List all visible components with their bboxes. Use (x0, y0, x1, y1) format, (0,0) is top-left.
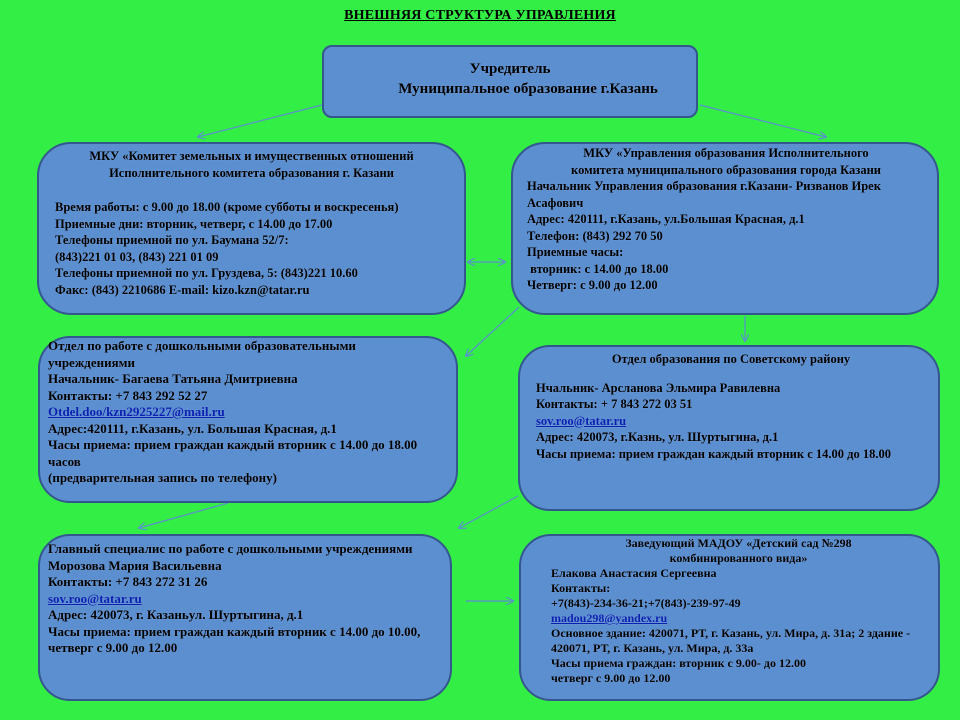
founder-name: Муниципальное образование г.Казань (398, 81, 658, 97)
chief-specialist-heading: Главный специалис по работе с дошкольными учреждениями (48, 541, 413, 556)
kindergarten-address: Основное здание: 420071, РТ, г. Казань, ул. Мира, д. 31а; 2 здание - 420071, РТ, г. Казань, ул. Мира, д. 33а (551, 626, 911, 655)
sovetsky-division-heading: Отдел образования по Советскому району (611, 352, 851, 366)
education-department-tuesday: вторник: с 14.00 до 18.00 (527, 261, 669, 276)
land-committee-hours: Время работы: с 9.00 до 18.00 (кроме субботы и воскресенья) (55, 200, 399, 214)
chief-specialist-name: Морозова Мария Васильевна (48, 557, 222, 573)
education-department-address: Адрес: 420111, г.Казань, ул.Большая Красная, д.1 (527, 212, 805, 226)
arrow-founder-to-land (198, 105, 322, 137)
sovetsky-division-hours: Часы приема: прием граждан каждый вторник с 14.00 до 18.00 (536, 446, 891, 461)
arrow-sovetsky-to-chief (459, 496, 518, 528)
kindergarten-hours-2: четверг с 9.00 до 12.00 (551, 671, 671, 685)
chief-specialist-hours: Часы приема: прием граждан каждый вторник с 14.00 до 10.00, (48, 623, 421, 639)
chief-specialist-hours-2: четверг с 9.00 до 12.00 (48, 640, 178, 655)
chief-specialist-email-link[interactable]: sov.roo@tatar.ru (48, 590, 142, 606)
founder-box (322, 45, 698, 118)
chief-specialist-box (38, 534, 452, 701)
arrow-founder-to-education (700, 105, 826, 137)
education-department-phone: Телефон: (843) 292 70 50 (527, 228, 663, 243)
kindergarten-head-name: Елакова Анастасия Сергеевна (551, 566, 717, 580)
preschool-division-heading: Отдел по работе с дошкольными образовательными учреждениями (48, 338, 356, 370)
land-committee-phones: (843)221 01 03, (843) 221 01 09 (55, 249, 219, 264)
arrow-preschool-to-chief (139, 503, 228, 528)
kindergarten-box (519, 534, 940, 701)
preschool-division-address: Адрес:420111, г.Казань, ул. Большая Красная, д.1 (48, 420, 337, 436)
preschool-division-note: (предварительная запись по телефону) (48, 470, 277, 485)
arrow-education-to-preschool (466, 307, 519, 356)
land-committee-reception-days: Приемные дни: вторник, четверг, с 14.00 до 17.00 (55, 216, 333, 231)
sovetsky-division-email-link[interactable]: sov.roo@tatar.ru (536, 413, 627, 428)
education-department-thursday: Четверг: с 9.00 до 12.00 (527, 278, 658, 292)
land-committee-heading-2: Исполнительного комитета образования г. Казани (109, 165, 394, 180)
preschool-division-contacts: Контакты: +7 843 292 52 27 (48, 387, 208, 403)
sovetsky-division-contacts: Контакты: + 7 843 272 03 51 (536, 397, 693, 411)
founder-label: Учредитель (469, 61, 551, 77)
sovetsky-division-address: Адрес: 420073, г.Казнь, ул. Шуртыгина, д.1 (536, 430, 779, 444)
kindergarten-hours: Часы приема граждан: вторник с 9.00- до 12.00 (551, 656, 806, 670)
land-committee-fax-email: Факс: (843) 2210686 E-mail: kizo.kzn@tatar.ru (55, 282, 310, 297)
land-committee-phones-2: Телефоны приемной по ул. Груздева, 5: (843)221 10.60 (55, 266, 358, 280)
chief-specialist-contacts: Контакты: +7 843 272 31 26 (48, 574, 208, 589)
page-title: ВНЕШНЯЯ СТРУКТУРА УПРАВЛЕНИЯ (344, 8, 616, 23)
kindergarten-heading-2: комбинированного вида» (669, 551, 808, 565)
preschool-division-box (38, 336, 458, 503)
kindergarten-email-link[interactable]: madou298@yandex.ru (551, 611, 668, 625)
land-committee-box (37, 142, 466, 315)
sovetsky-division-head: Нчальник- Арсланова Эльмира Равилевна (536, 380, 781, 395)
education-department-heading-2: комитета муниципального образования города Казани (571, 162, 881, 177)
kindergarten-contacts-label: Контакты: (551, 581, 611, 595)
education-department-hours-label: Приемные часы: (527, 245, 624, 259)
preschool-division-head: Начальник- Багаева Татьяна Дмитриевна (48, 371, 298, 386)
kindergarten-heading: Заведующий МАДОУ «Детский сад №298 (625, 536, 852, 550)
education-department-heading: МКУ «Управления образования Исполнительного (583, 146, 869, 160)
land-committee-heading: МКУ «Комитет земельных и имущественных отношений (89, 149, 414, 163)
preschool-division-email-link[interactable]: Otdel.doo/kzn2925227@mail.ru (48, 404, 225, 419)
education-department-box (511, 142, 939, 315)
kindergarten-phones: +7(843)-234-36-21;+7(843)-239-97-49 (551, 596, 741, 610)
land-committee-phones-label: Телефоны приемной по ул. Баумана 52/7: (55, 233, 289, 247)
chief-specialist-address: Адрес: 420073, г. Казаньул. Шуртыгина, д.1 (48, 607, 304, 622)
preschool-division-hours: Часы приема: прием граждан каждый вторник с 14.00 до 18.00 часов (48, 437, 418, 469)
education-department-head: Начальник Управления образования г.Казани- Ризванов Ирек Асафович (527, 179, 881, 210)
sovetsky-division-box (518, 345, 940, 511)
